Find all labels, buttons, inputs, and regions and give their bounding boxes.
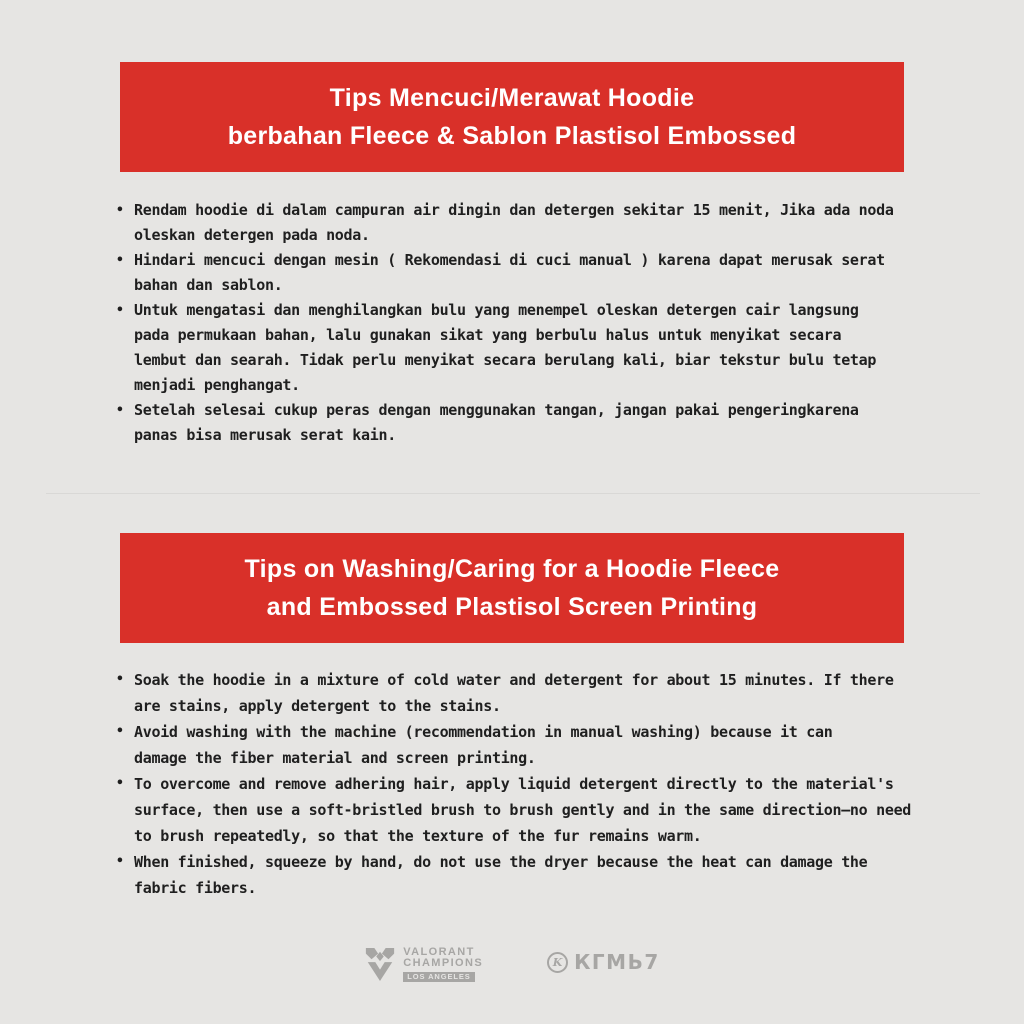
tip-line: bahan dan sablon. xyxy=(134,276,283,294)
tip-line: are stains, apply detergent to the stains. xyxy=(134,697,501,715)
tip-item xyxy=(115,771,945,849)
tip-item xyxy=(115,667,945,719)
section-divider xyxy=(46,493,980,494)
valorant-v-icon xyxy=(364,946,396,982)
banner-title-line: Tips Mencuci/Merawat Hoodie xyxy=(329,84,695,112)
krml7-wordmark: КГМЬ7 xyxy=(574,950,660,974)
valorant-champions-logo xyxy=(364,946,483,982)
tip-item xyxy=(115,198,945,248)
tip-line: • When finished, squeeze by hand, do not use the dryer because the heat can damage the xyxy=(134,853,868,871)
header-banner-indonesian xyxy=(120,62,904,172)
champions-wordmark: CHAMPIONS xyxy=(403,957,484,969)
tip-line: • Avoid washing with the machine (recommendation in manual washing) because it can xyxy=(134,723,833,741)
brand-logo-krml7 xyxy=(547,952,660,973)
tip-line: lembut dan searah. Tidak perlu menyikat secara berulang kali, biar tekstur bulu tetap xyxy=(134,351,877,369)
valorant-wordmark: VALORANT xyxy=(403,945,475,958)
tip-item xyxy=(115,719,945,771)
tips-list-english xyxy=(115,667,945,901)
tip-line: • Rendam hoodie di dalam campuran air dingin dan detergen sekitar 15 menit, Jika ada noda xyxy=(134,201,894,219)
tip-line: pada permukaan bahan, lalu gunakan sikat yang berbulu halus untuk menyikat secara xyxy=(134,326,842,344)
tip-line: • To overcome and remove adhering hair, apply liquid detergent directly to the material's xyxy=(134,775,894,793)
tip-line: damage the fiber material and screen printing. xyxy=(134,749,536,767)
banner-title-line: berbahan Fleece & Sablon Plastisol Embossed xyxy=(227,122,797,150)
tip-line: fabric fibers. xyxy=(134,879,257,897)
tip-line: • Soak the hoodie in a mixture of cold water and detergent for about 15 minutes. If there xyxy=(134,671,894,689)
tip-item xyxy=(115,849,945,901)
tips-list-indonesian xyxy=(115,198,945,448)
tip-line: panas bisa merusak serat kain. xyxy=(134,426,396,444)
header-banner-english xyxy=(120,533,904,643)
tip-line: surface, then use a soft-bristled brush to brush gently and in the same direction—no need xyxy=(134,801,912,819)
tip-line: • Setelah selesai cukup peras dengan menggunakan tangan, jangan pakai pengeringkarena xyxy=(134,401,859,419)
tip-line: to brush repeatedly, so that the texture of the fur remains warm. xyxy=(134,827,702,845)
footer-logos xyxy=(0,946,1024,982)
brand-monogram-icon: K xyxy=(547,952,568,973)
tip-item xyxy=(115,298,945,398)
tip-line: menjadi penghangat. xyxy=(134,376,300,394)
banner-title-line: and Embossed Plastisol Screen Printing xyxy=(266,593,758,621)
tip-item xyxy=(115,398,945,448)
banner-title-line: Tips on Washing/Caring for a Hoodie Fleece xyxy=(244,555,780,583)
tip-line: • Untuk mengatasi dan menghilangkan bulu yang menempel oleskan detergen cair langsung xyxy=(134,301,859,319)
los-angeles-badge: LOS ANGELES xyxy=(403,972,474,982)
tip-line: • Hindari mencuci dengan mesin ( Rekomendasi di cuci manual ) karena dapat merusak serat xyxy=(134,251,885,269)
valorant-text-block xyxy=(403,947,483,982)
tip-item xyxy=(115,248,945,298)
tip-line: oleskan detergen pada noda. xyxy=(134,226,370,244)
